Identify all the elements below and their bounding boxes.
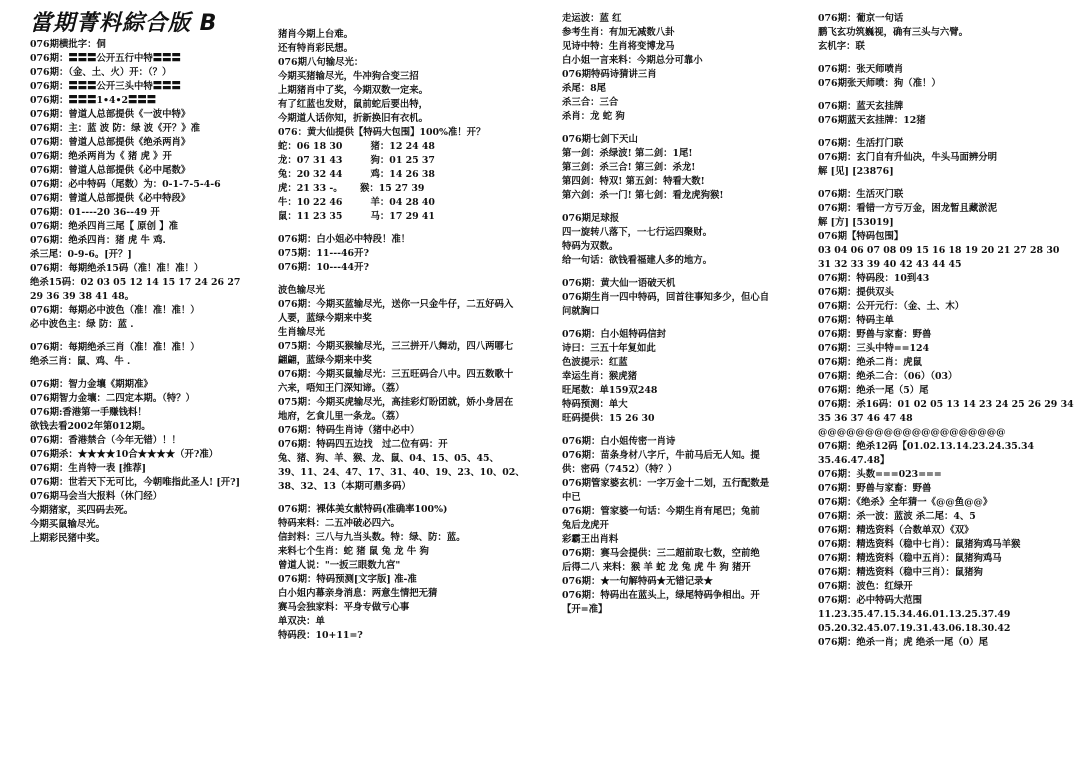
spacer [562, 426, 814, 435]
text-line: 05.20.32.45.07.19.31.43.06.18.30.42 [818, 623, 1011, 634]
text-line: 076期：裸体美女献特码(准确率100%) [278, 504, 448, 515]
text-line: 38、32、13（本期可鼎多码） [278, 481, 411, 492]
text-line: 曾道人说："一扳三眼数九宫" [278, 560, 401, 571]
text-line: 虎：21 33 -。 猴：15 27 39 [278, 183, 425, 194]
text-line: 今期买猪输尽光，牛冲狗合变三招 [278, 71, 419, 82]
text-line: 杀肖：龙 蛇 狗 [562, 111, 625, 122]
text-line: 076期：精选资料（稳中七肖）：鼠猪狗鸡马羊猴 [818, 539, 1021, 550]
spacer [818, 179, 1078, 188]
text-line: 玄机字：联 [818, 41, 865, 52]
text-line: 杀三尾：0-9-6。[开？] [30, 249, 132, 260]
text-line: 076期足球报 [562, 213, 620, 224]
text-line: 单双决：单 [278, 616, 325, 627]
text-line: 076期：01----20 36--49 开 [30, 207, 160, 218]
text-line: 欲钱去看2002年第012期。 [30, 421, 151, 432]
text-line: 076期：绝杀二合：（06）（03） [818, 371, 958, 382]
text-line: 诗曰：三五十年复如此 [562, 343, 656, 354]
text-line: 上期猪肖中了奖，今期双数一定来。 [278, 85, 429, 96]
text-line: 11.23.35.47.15.34.46.01.13.25.37.49 [818, 609, 1011, 620]
text-line: 076期：〓〓〓1•4•2〓〓〓 [30, 95, 157, 106]
text-line: 第三剑：杀三合! 第三剑：杀龙! [562, 162, 696, 173]
text-line: 076期:香港第一手赚钱料！ [30, 407, 147, 418]
text-line: 旺尾数：单159双248 [562, 385, 658, 396]
text-line: 信封料：三八与九当头数。特：绿、防：蓝。 [278, 532, 466, 543]
text-line: 076期杀：★★★★10合★★★★（开?准） [30, 449, 219, 460]
text-line: 走运波：蓝 红 [562, 13, 622, 24]
text-line: 076期：（金、土、火）开：（？） [30, 67, 172, 78]
spacer [278, 494, 550, 503]
text-line: 076期：绝杀四肖：猪 虎 牛 鸡. [30, 235, 166, 246]
text-line: 076期：特码预测[文字版] 准-准 [278, 574, 417, 585]
text-line: 076期：曾道人总部提供《绝杀两肖》 [30, 137, 191, 148]
text-line: 075期：今期买虎输尽光，高挂彩灯盼团就，娇小身居在 [278, 397, 514, 408]
text-line: 兔：20 32 44 鸡：14 26 38 [278, 169, 435, 180]
text-line: 076期：赛马会提供：三二超前取七数，空前绝 [562, 548, 760, 559]
text-line: 鼠：11 23 35 马：17 29 41 [278, 211, 435, 222]
column-3 [562, 12, 814, 617]
text-line: 076期：绝杀两肖为《 猪 虎 》开 [30, 151, 172, 162]
text-line: 03 04 06 07 08 09 15 16 18 19 20 21 27 28 30 [818, 245, 1060, 256]
text-line: 076期：曾道人总部提供《必中尾数》 [30, 165, 191, 176]
text-line: 076期：精选资料（稳中五肖）：鼠猪狗鸡马 [818, 553, 1002, 564]
spacer [818, 54, 1078, 63]
text-line: 人要，蓝绿今期来中奖 [278, 313, 372, 324]
text-line: 供：密码（7452）（特？） [562, 464, 678, 475]
text-line: 076期马会当大报料（休门经） [30, 491, 163, 502]
text-line: 绝杀三肖：鼠、鸡、牛 . [30, 356, 131, 367]
text-line: 蛇：06 18 30 猪：12 24 48 [278, 141, 435, 152]
text-line: 076期特码诗猜讲三肖 [562, 69, 657, 80]
text-line: 076期：特码主单 [818, 315, 894, 326]
text-line: 076期：生肖特一表 [推荐] [30, 463, 147, 474]
text-line: 076期：公开元行：（金、土、木） [818, 301, 965, 312]
text-line: 波色输尽光 [278, 285, 325, 296]
text-line: 解 [见] [23876] [818, 166, 894, 177]
text-line: 076期：绝杀一尾（5）尾 [818, 385, 929, 396]
spacer [30, 369, 265, 378]
text-line: 问就胸口 [562, 306, 600, 317]
text-line: 076期：管家婆一句话：今期生肖有尾巴；兔前 [562, 506, 760, 517]
text-line: 076期：杀16码：01 02 05 13 14 23 24 25 26 29 34 [818, 399, 1074, 410]
text-line: 076期：特码四五边找 过二位有码：开 [278, 439, 448, 450]
text-line: 076期：绝杀12码【01.02.13.14.23.24.35.34 [818, 441, 1035, 452]
text-line: 特码来料：二五冲破必四六。 [278, 518, 400, 529]
text-line: 076期：葡京一句话 [818, 13, 904, 24]
text-line: 076期：香港禁合（今年无错）！！ [30, 435, 181, 446]
text-line: 076期：黄大仙一语破天机 [562, 278, 676, 289]
text-line: 076期：看错一方亏万金，困龙暂且藏淤泥 [818, 203, 997, 214]
text-line: 生肖输尽光 [278, 327, 325, 338]
text-line: 076期：绝杀二肖：虎鼠 [818, 357, 922, 368]
text-line: 076期：张天师喷肖 [818, 64, 904, 75]
text-line: 076期张天师喷：狗（准！） [818, 78, 941, 89]
text-line: 076期：生活打门联 [818, 138, 904, 149]
text-line: 必中波色主：绿 防：蓝 . [30, 319, 134, 330]
column-4 [818, 12, 1078, 650]
text-line: 076期：蓝天玄挂牌 [818, 101, 904, 112]
text-line: 076期：玄门自有升仙决，牛头马面辨分明 [818, 152, 997, 163]
text-line: 特码段：10+11=? [278, 630, 363, 641]
text-line: 076期：苗条身材八字斤，牛前马后无人知。提 [562, 450, 760, 461]
text-line: 四一旋转八落下，一七行运四聚财。 [562, 227, 713, 238]
text-line: 白小姐内幕亲身消息：两意生情把无猜 [278, 588, 438, 599]
text-line: 31 32 33 39 40 42 43 44 45 [818, 259, 962, 270]
text-line: 特码预测：单大 [562, 399, 628, 410]
spacer [562, 319, 814, 328]
text-line: 076期：〓〓〓公开五行中特〓〓〓 [30, 53, 181, 64]
text-line: 中已 [562, 492, 581, 503]
text-line: 幸运生肖：猴虎猪 [562, 371, 638, 382]
text-line: 076期智力金壤：二四定本期。（特？） [30, 393, 195, 404]
text-line: 猪肖今期上台难。 [278, 29, 354, 40]
text-line: 鹏飞玄功筑巍视，确有三头与六臂。 [818, 27, 969, 38]
text-line: 076期：精选资料（合数单双）《双》 [818, 525, 974, 536]
text-line: 见诗中特：生肖将变博龙马 [562, 41, 675, 52]
text-line: 076期：生活灭门联 [818, 189, 904, 200]
text-line: 076期：智力金壤《期期准》 [30, 379, 153, 390]
text-line: 来料七个生肖：蛇 猪 鼠 兔 龙 牛 狗 [278, 546, 429, 557]
text-line: 076期横批字：侗 [30, 39, 106, 50]
text-line: 解 [方] [53019] [818, 217, 894, 228]
text-line: 076期：特码段：10到43 [818, 273, 930, 284]
spacer [278, 224, 550, 233]
text-line: 第六剑：杀一门! 第七剑：看龙虎狗猴! [562, 190, 724, 201]
text-line: 076期：头数===023=== [818, 469, 942, 480]
text-line: 【开=准】 [562, 604, 608, 615]
text-line: 076期：特码生肖诗（猪中必中） [278, 425, 420, 436]
text-line: 076期：野兽与家畜：野兽 [818, 483, 932, 494]
text-line: 特码为双数。 [562, 241, 619, 252]
text-line: 彩霸王出肖料 [562, 534, 619, 545]
text-line: 地府，乞食儿里一条龙。（荔） [278, 411, 405, 422]
text-line: 076期：白小姐必中特段！准！ [278, 234, 411, 245]
text-line: 上期彩民猪中奖。 [30, 533, 106, 544]
text-line: 给一句话：欲钱看福建人多的地方。 [562, 255, 713, 266]
spacer [818, 128, 1078, 137]
text-line: 色波提示：红蓝 [562, 357, 628, 368]
text-line: 076期：曾道人总部提供《一波中特》 [30, 109, 191, 120]
text-line: 有了红蓝也发财，鼠前蛇后要出特， [278, 99, 429, 110]
text-line: 绝杀15码：02 03 05 12 14 15 17 24 26 27 [30, 277, 241, 288]
text-line: 076期：必中特码（尾数）为：0-1-7-5-4-6 [30, 179, 221, 190]
text-line: 076期：世若天下无可比，今朝唯指此圣人! [开?] [30, 477, 241, 488]
text-line: 第一剑：杀绿波! 第二剑：1尾! [562, 148, 693, 159]
text-line: 龙：07 31 43 狗：01 25 37 [278, 155, 435, 166]
text-line: 076：黄大仙提供【特码大包围】100%准！开？ [278, 127, 486, 138]
text-line: 076期：野兽与家畜：野兽 [818, 329, 932, 340]
text-line: 076期：每期绝杀15码（准！准！准！） [30, 263, 204, 274]
text-line: 39、11、24、47、17、31、40、19、23、10、02、 [278, 467, 525, 478]
text-line: 076期：每期必中波色（准！准！准！） [30, 305, 200, 316]
text-line: 075期：今期买猴输尽光，三三拼开八舞动，四八两哪七 [278, 341, 514, 352]
text-line: 后得二八 来料：猴 羊 蛇 龙 兔 虎 牛 狗 猪开 [562, 562, 751, 573]
text-line: 白小姐一言来料：今期总分可靠小 [562, 55, 703, 66]
text-line: 076期七剑下天山 [562, 134, 638, 145]
text-line: 076期：今期买鼠输尽光：三五旺码合八中。四五数歌十 [278, 369, 514, 380]
text-line: 076期：波色：红绿开 [818, 581, 913, 592]
text-line: 今期道人话你知，折新换旧有衣机。 [278, 113, 429, 124]
text-line: 六来，唔知王门深知谛。（荔） [278, 383, 405, 394]
spacer [562, 124, 814, 133]
text-line: 赛马会独家料：平身专做亏心事 [278, 602, 410, 613]
text-line: 076期蓝天玄挂牌：12猪 [818, 115, 926, 126]
text-line: 076期：每期绝杀三肖（准！准！准！） [30, 342, 200, 353]
text-line: 076期：杀一波：蓝波 杀二尾：4、5 [818, 511, 976, 522]
column-1 [30, 38, 265, 546]
text-line: @@@@@@@@@@@@@@@@@@@@ [818, 427, 1006, 438]
text-line: 076期：特码出在蓝头上，绿尾特码争相出。开 [562, 590, 760, 601]
text-line: 第四剑：特双! 第五剑：特看大数! [562, 176, 705, 187]
spacer [278, 275, 550, 284]
text-line: 075期：11---46开? [278, 248, 369, 259]
text-line: 还有特肖彩民想。 [278, 43, 354, 54]
spacer [562, 268, 814, 277]
text-line: 076期：《绝杀》全年猜一《@@鱼@@》 [818, 497, 993, 508]
text-line: 076期：精选资料（稳中三肖）：鼠猪狗 [818, 567, 983, 578]
text-line: 参考生肖：有加无减数八卦 [562, 27, 675, 38]
text-line: 兔、猪、狗、羊、猴、龙、鼠、04、15、05、45、 [278, 453, 499, 464]
spacer [562, 203, 814, 212]
text-line: 076期：必中特码大范围 [818, 595, 922, 606]
text-line: 076期：三头中特==124 [818, 343, 930, 354]
text-line: 076期：今期买蓝输尽光，送你一只金牛仔，二五好码入 [278, 299, 514, 310]
text-line: 076期管家婆玄机：一字万金十二划，五行配数是 [562, 478, 770, 489]
text-line: 076期：〓〓〓公开三头中特〓〓〓 [30, 81, 181, 92]
text-line: 兔后龙虎开 [562, 520, 609, 531]
text-line: 今期猪家，买四码去死。 [30, 505, 134, 516]
text-line: 076期：白小姐传密一肖诗 [562, 436, 676, 447]
text-line: 076期：白小姐特码信封 [562, 329, 666, 340]
text-line: 076期生肖一四中特码，回首往事知多少，但心自 [562, 292, 770, 303]
text-line: 29 36 39 38 41 48。 [30, 291, 134, 302]
text-line: 076期：提供双头 [818, 287, 894, 298]
spacer [30, 332, 265, 341]
text-line: 076期：主：蓝 波 防：绿 波《开？》准 [30, 123, 200, 134]
text-line: 076期【特码包围】 [818, 231, 904, 242]
text-line: 牛：10 22 46 羊：04 28 40 [278, 197, 435, 208]
text-line: 076期：绝杀四肖三尾【 原创 】准 [30, 221, 178, 232]
text-line: 今期买鼠输尽光。 [30, 519, 106, 530]
text-line: 076期八句输尽光： [278, 57, 364, 68]
text-line: 076期：绝杀一肖；虎 绝杀一尾（0）尾 [818, 637, 988, 648]
text-line: 杀三合：三合 [562, 97, 619, 108]
spacer [818, 91, 1078, 100]
text-line: 076期：10---44开? [278, 262, 369, 273]
column-2 [278, 28, 550, 643]
text-line: 35 36 37 46 47 48 [818, 413, 913, 424]
text-line: 杀尾：8尾 [562, 83, 607, 94]
text-line: 翩翩，蓝绿今期来中奖 [278, 355, 372, 366]
text-line: 旺码提供：15 26 30 [562, 413, 655, 424]
text-line: 35.46.47.48】 [818, 455, 890, 466]
page-title: 當期菁料綜合版 B [30, 11, 218, 36]
text-line: 076期：曾道人总部提供《必中特段》 [30, 193, 191, 204]
text-line: 076期：★一句解特码★无错记录★ [562, 576, 713, 587]
